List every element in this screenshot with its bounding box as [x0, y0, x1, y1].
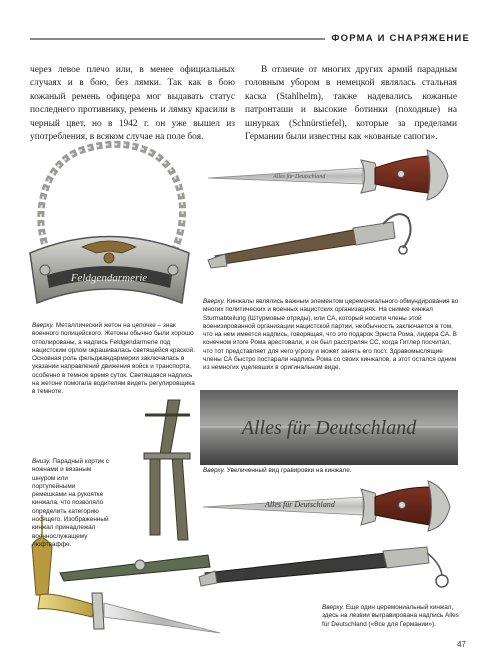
- caption-lead: Вверху.: [203, 298, 226, 305]
- caption-lead: Вверху.: [32, 322, 55, 329]
- gorget-caption: [32, 322, 197, 397]
- header-rule: [30, 38, 350, 40]
- ceremonial-dagger-caption: [322, 604, 464, 629]
- caption-text: Увеличенный вид гравировки на кинжале.: [225, 467, 352, 474]
- caption-lead: Вверху.: [203, 467, 226, 474]
- sa-dagger-photo: [203, 138, 458, 288]
- caption-text: Кинжалы являлись важным элементом церемониального обмундирования во многих политических и военных нацистских организациях. На снимке кинжал Sturmabteilung (Штурмовые отряды), или СА, который носили члены этой военизированной организации нацистской партии, необычность заключается в том, что на нем имеется надпись, говорящая, что это подарок Эрнста Рома, лидера СА. В конечном итоге Рома арестовали, и он был расстрелян СС, когда Гитлер посчитал, что тот представляет для него угрозу и может занять его пост. Здравомыслящие члены СА быстро постарали надпись Рома со своих кинжалов, а этот остался одним из немногих уцелевших в оригинальном виде.: [203, 298, 459, 372]
- page-number: 47: [457, 640, 466, 649]
- dirk-caption: [32, 458, 110, 549]
- gorget-photo: [12, 135, 207, 315]
- sa-dagger-blade-inscription: Alles für Deutschland: [273, 174, 326, 180]
- dagger-blade-inscription: Alles für Deutschland: [265, 500, 335, 509]
- gorget-plate-text: Feldgendarmerie: [70, 272, 148, 284]
- caption-lead: Внизу.: [32, 458, 51, 465]
- body-paragraph-right: В отличие от многих других армий парадным головным убором в немецкой являлась стальная каска (Stahlhelm), также надевались кожаные патронташи и высокие ботинки (походные) на шнурках (Schnürstiefel), которые за пределами Германии были известны как «кованые сапоги».: [245, 65, 457, 143]
- caption-text: Еще один церемониальный кинжал, здесь на лезвии выгравирована надпись Alles für Deutschland («Все для Германии»).: [322, 604, 459, 628]
- ceremonial-dagger-photo: [195, 473, 465, 603]
- engraving-inscription: Alles für Deutschland: [241, 417, 417, 439]
- sa-dagger-caption: [203, 298, 461, 373]
- caption-text: Металлический жетон на цепочке – знак военного полицейского. Жетоны обычно были хорошо отполированы, а надпись Feldgendarmerie под нацистским орлом окрашивалась светящейся краской. Основная роль фельджандармерии заключалась в указании направлений движения войск и транспорта, особенно в темное время суток. Светящаяся надпись на жетоне помогала водителям видеть регулировщика в темноте.: [32, 322, 195, 396]
- engraving-photo: [200, 390, 458, 465]
- running-header: [0, 32, 500, 46]
- body-paragraph-left: через левое плечо или, в менее официальных случаях и в бою, без лямки. Так как в бою кожаный ремень офицера мог выдавать статус последнего противнику, ремень и лямку красили в черный цвет, но в 1942 г. он уже вышел из употребления, в всяком случае на поле боя.: [30, 65, 235, 143]
- caption-text: Парадный кортик с ножнами и вязаным шнуром или портупейными ремешками на рукоятке кинжала, что позволяло определить категорию носящего. Изображенный кинжал принадлежал военнослужащему люфтваффе.: [32, 458, 109, 548]
- caption-lead: Вверху.: [322, 604, 345, 611]
- section-title: ФОРМА И СНАРЯЖЕНИЕ: [325, 32, 476, 46]
